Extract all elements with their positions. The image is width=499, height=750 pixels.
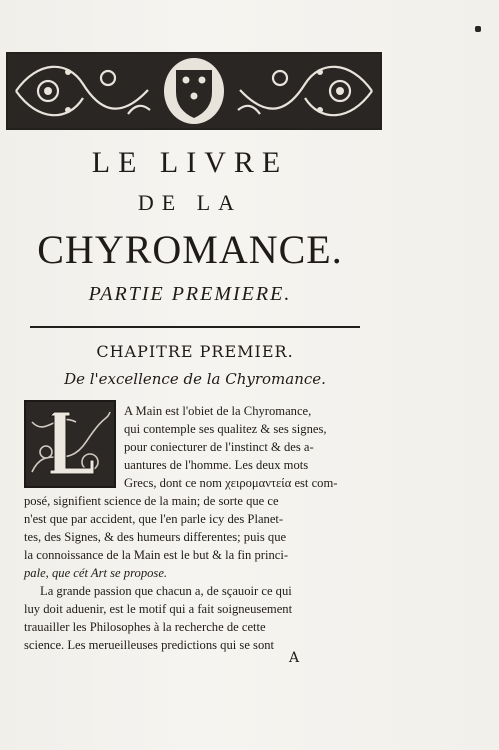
body-line: uantures de l'homme. Les deux mots bbox=[124, 458, 309, 472]
book-title-line-1: LE LIVRE bbox=[91, 146, 289, 179]
book-title-line-2: DE LA bbox=[137, 190, 243, 215]
body-line: tes, des Signes, & des humeurs differentes; puis que bbox=[24, 530, 287, 544]
body-line: pour coniecturer de l'instinct & des a- bbox=[124, 440, 314, 454]
signature-mark: A bbox=[289, 650, 300, 666]
decorated-initial-l bbox=[24, 400, 116, 488]
book-title-line-3: CHYROMANCE. bbox=[37, 227, 343, 272]
body-line: pale, que cét Art se propose. bbox=[24, 566, 168, 580]
body-line: luy doit aduenir, est le motif qui a fait soigneusement bbox=[24, 602, 293, 616]
body-line: qui contemple ses qualitez & ses signes, bbox=[124, 422, 327, 436]
part-title: PARTIE PREMIERE. bbox=[88, 283, 292, 305]
body-line: La grande passion que chacun a, de sçauoir ce qui bbox=[40, 584, 292, 598]
body-line: Grecs, dont ce nom χειρομαντεία est com- bbox=[124, 476, 338, 490]
divider-rule bbox=[30, 326, 360, 328]
body-line: la connoissance de la Main est le but & la fin princi- bbox=[24, 548, 289, 562]
body-line: posé, signifient science de la main; de sorte que ce bbox=[24, 494, 279, 508]
ink-mark bbox=[475, 26, 481, 32]
body-line: trauailler les Philosophes à la recherche de cette bbox=[24, 620, 266, 634]
body-line: science. Les merueilleuses predictions qui se sont bbox=[24, 638, 275, 652]
body-line: A Main est l'obiet de la Chyromance, bbox=[124, 404, 312, 418]
ornamental-headpiece bbox=[6, 52, 382, 130]
body-line: n'est que par accident, que l'en parle icy des Planet- bbox=[24, 512, 284, 526]
chapter-subtitle: De l'excellence de la Chyromance. bbox=[64, 370, 326, 388]
chapter-heading: CHAPITRE PREMIER. bbox=[96, 342, 294, 361]
